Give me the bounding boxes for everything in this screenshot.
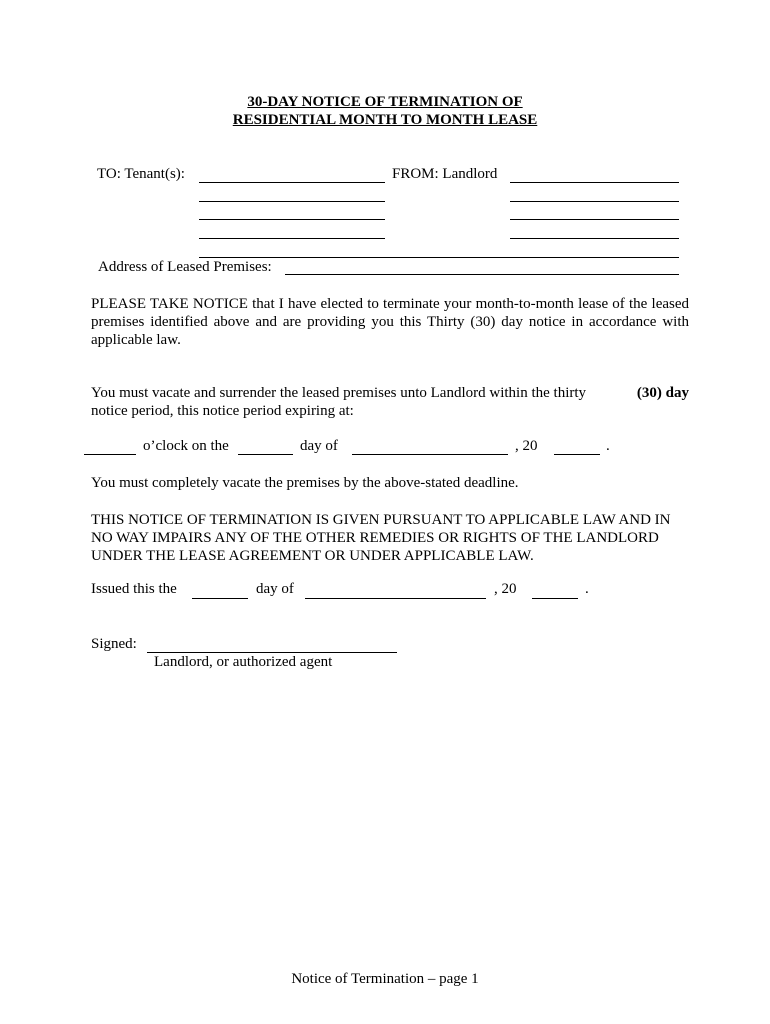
notice-paragraph: PLEASE TAKE NOTICE that I have elected to terminate your month-to-month lease of the leased premises identified above and are providing you this Thirty (30) day notice in accordance with applicable law. bbox=[91, 296, 689, 348]
expiry-year-prefix: , 20 bbox=[515, 438, 538, 454]
oclock-label: o’clock on the bbox=[143, 438, 229, 454]
issued-year-prefix: , 20 bbox=[494, 581, 517, 597]
issued-year-blank[interactable] bbox=[532, 598, 578, 599]
deadline-text: You must completely vacate the premises by the above-stated deadline. bbox=[91, 475, 519, 491]
landlord-name-line-1[interactable] bbox=[510, 182, 679, 183]
document-title-line-1: 30-DAY NOTICE OF TERMINATION OF bbox=[247, 94, 523, 110]
page-footer: Notice of Termination – page 1 bbox=[291, 971, 479, 987]
address-label: Address of Leased Premises: bbox=[98, 259, 272, 275]
caps-paragraph bbox=[91, 511, 691, 565]
expiry-year-blank[interactable] bbox=[554, 454, 600, 455]
issued-period: . bbox=[585, 581, 589, 597]
expiry-day-blank[interactable] bbox=[238, 454, 293, 455]
document-title-line-2: RESIDENTIAL MONTH TO MONTH LEASE bbox=[232, 112, 538, 128]
address-line-upper[interactable] bbox=[199, 257, 679, 258]
tenant-name-line-4[interactable] bbox=[199, 238, 385, 239]
signer-caption: Landlord, or authorized agent bbox=[154, 654, 333, 670]
tenant-name-line-3[interactable] bbox=[199, 219, 385, 220]
issued-label: Issued this the bbox=[91, 581, 177, 597]
to-tenants-label: TO: Tenant(s): bbox=[97, 166, 185, 182]
vacate-text: You must vacate and surrender the leased premises unto Landlord within the thirty bbox=[91, 385, 587, 401]
issued-month-blank[interactable] bbox=[305, 598, 486, 599]
tenant-name-line-2[interactable] bbox=[199, 201, 385, 202]
signature-line[interactable] bbox=[147, 652, 397, 653]
from-landlord-label: FROM: Landlord bbox=[392, 166, 498, 182]
vacate-paragraph bbox=[91, 384, 689, 420]
landlord-name-line-3[interactable] bbox=[510, 219, 679, 220]
expiry-period: . bbox=[606, 438, 610, 454]
vacate-bold-period: (30) day bbox=[636, 385, 689, 401]
expiry-day-of-label: day of bbox=[300, 438, 338, 454]
vacate-line-1 bbox=[91, 384, 689, 402]
tenant-name-line-1[interactable] bbox=[199, 182, 385, 183]
vacate-line-2: notice period, this notice period expiring at: bbox=[91, 403, 354, 419]
signed-label: Signed: bbox=[91, 636, 137, 652]
oclock-blank[interactable] bbox=[84, 454, 136, 455]
issued-day-of-label: day of bbox=[256, 581, 294, 597]
caps-line-2: NO WAY IMPAIRS ANY OF THE OTHER REMEDIES OR RIGHTS OF THE LANDLORD bbox=[91, 530, 659, 546]
address-line[interactable] bbox=[285, 274, 679, 275]
issued-day-blank[interactable] bbox=[192, 598, 248, 599]
landlord-name-line-4[interactable] bbox=[510, 238, 679, 239]
expiry-month-blank[interactable] bbox=[352, 454, 508, 455]
caps-line-1: THIS NOTICE OF TERMINATION IS GIVEN PURSUANT TO APPLICABLE LAW AND IN bbox=[91, 512, 671, 528]
caps-line-3: UNDER THE LEASE AGREEMENT OR UNDER APPLICABLE LAW. bbox=[91, 548, 534, 564]
landlord-name-line-2[interactable] bbox=[510, 201, 679, 202]
